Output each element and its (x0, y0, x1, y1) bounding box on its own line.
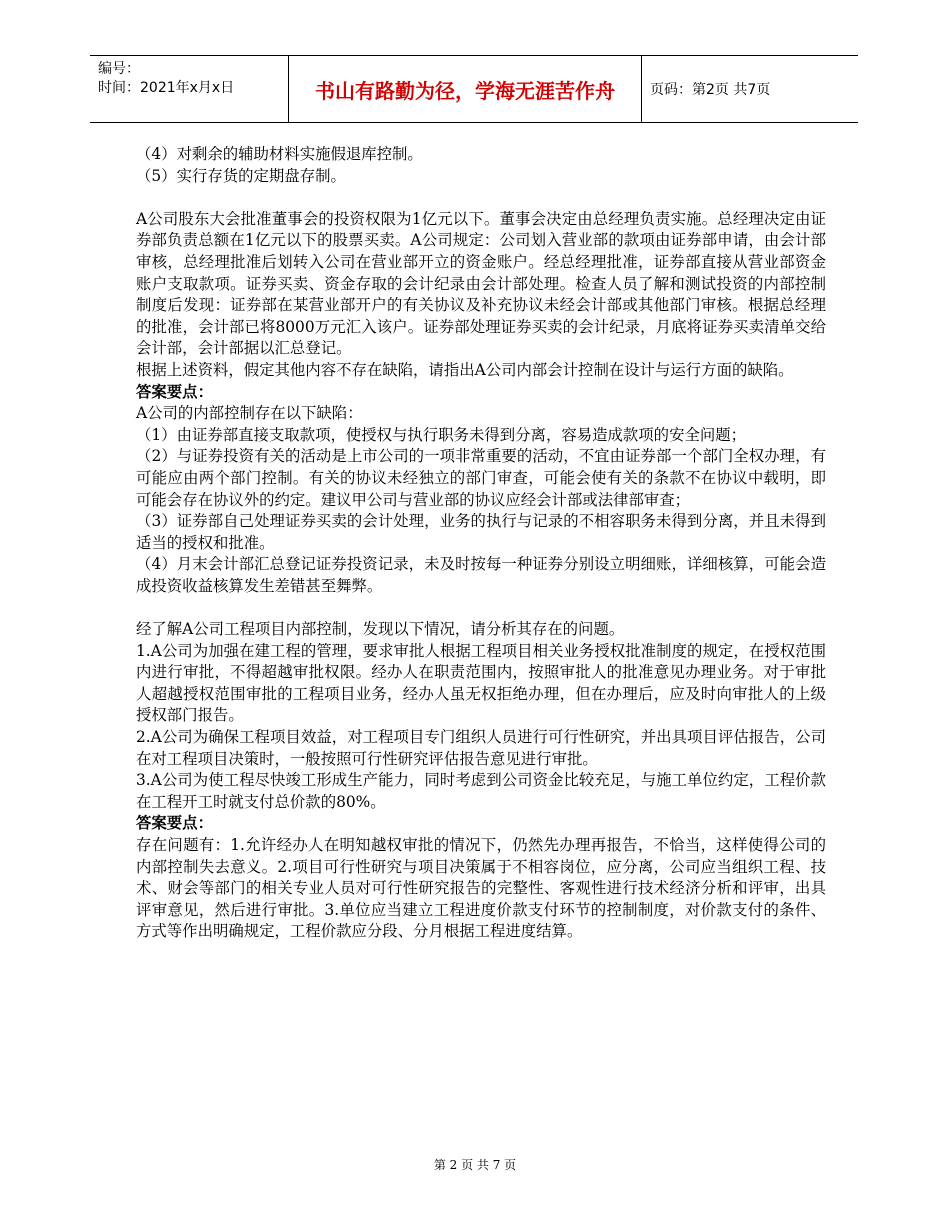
header-page-info: 页码：第2页 共7页 (650, 82, 771, 98)
header-meta (90, 56, 288, 122)
header-motto: 书山有路勤为径，学海无涯苦作舟 (288, 56, 642, 122)
case-2-item: 1.A公司为加强在建工程的管理，要求审批人根据工程项目相关业务授权批准制度的规定，在授权范围内进行审批，不得超越审批权限。经办人在职责范围内，按照审批人的批准意见办理业务。对于审批人超越授权范围审批的工程项目业务，经办人虽无权拒绝办理，但在办理后，应及时向审批人的上级授权部门报告。 (136, 641, 826, 725)
case-2-item: 3.A公司为使工程尽快竣工形成生产能力，同时考虑到公司资金比较充足，与施工单位约定，工程价款在工程开工时就支付总价款的80%。 (136, 771, 826, 811)
document-time-label: 时间：2021年x月x日 (98, 80, 235, 96)
answer-item: （4）月末会计部汇总登记证券投资记录，未及时按每一种证券分别设立明细账，详细核算，可能会造成投资收益核算发生差错甚至舞弊。 (136, 555, 826, 595)
answer-item: （2）与证券投资有关的活动是上市公司的一项非常重要的活动，不宜由证券部一个部门全权办理，有可能应由两个部门控制。有关的协议未经独立的部门审查，可能会使有关的条款不在协议中载明，即可能会存在协议外的约定。建议甲公司与营业部的协议应经会计部或法律部审查； (136, 447, 826, 509)
case-1-question: 根据上述资料，假定其他内容不存在缺陷，请指出A公司内部会计控制在设计与运行方面的缺陷。 (136, 360, 794, 379)
case-2-intro: 经了解A公司工程项目内部控制，发现以下情况，请分析其存在的问题。 (136, 620, 625, 639)
answer-item: （1）由证券部直接支取款项，使授权与执行职务未得到分离，容易造成款项的安全问题； (136, 425, 747, 444)
list-item: （5）实行存货的定期盘存制。 (136, 166, 346, 185)
case-1-body: A公司股东大会批准董事会的投资权限为1亿元以下。董事会决定由总经理负责实施。总经理决定由证券部负责总额在1亿元以下的股票买卖。A公司规定：公司划入营业部的款项由证券部申请，由会计部审核，总经理批准后划转入公司在营业部开立的资金账户。经总经理批准，证券部直接从营业部资金账户支取款项。证券买卖、资金存取的会计纪录由会计部处理。检查人员了解和测试投资的内部控制制度后发现：证券部在某营业部开户的有关协议及补充协议未经会计部或其他部门审核。根据总经理的批准，会计部已将8000万元汇入该户。证券部处理证券买卖的会计纪录，月底将证券买卖清单交给会计部，会计部据以汇总登记。 (136, 209, 826, 358)
case-1-answer-heading: 答案要点： (136, 382, 213, 401)
document-body (136, 144, 826, 943)
document-number-label: 编号： (98, 61, 140, 77)
case-2-answer-heading: 答案要点： (136, 814, 213, 833)
page-header (90, 55, 858, 123)
case-1-answer-intro: A公司的内部控制存在以下缺陷： (136, 404, 363, 423)
answer-item: （3）证券部自己处理证券买卖的会计处理，业务的执行与记录的不相容职务未得到分离，并且未得到适当的授权和批准。 (136, 512, 826, 552)
case-2-answer: 存在问题有：1.允许经办人在明知越权审批的情况下，仍然先办理再报告，不恰当，这样使得公司的内部控制失去意义。2.项目可行性研究与项目决策属于不相容岗位，应分离，公司应当组织工程、技术、财会等部门的相关专业人员对可行性研究报告的完整性、客观性进行技术经济分析和评审，出具评审意见，然后进行审批。3.单位应当建立工程进度价款支付环节的控制制度，对价款支付的条件、方式等作出明确规定，工程价款应分段、分月根据工程进度结算。 (136, 836, 826, 941)
case-2-item: 2.A公司为确保工程项目效益，对工程项目专门组织人员进行可行性研究，并出具项目评估报告，公司在对工程项目决策时，一般按照可行性研究评估报告意见进行审批。 (136, 728, 826, 768)
page-footer: 第 2 页 共 7 页 (433, 1158, 517, 1172)
list-item: （4）对剩余的辅助材料实施假退库控制。 (136, 145, 423, 163)
